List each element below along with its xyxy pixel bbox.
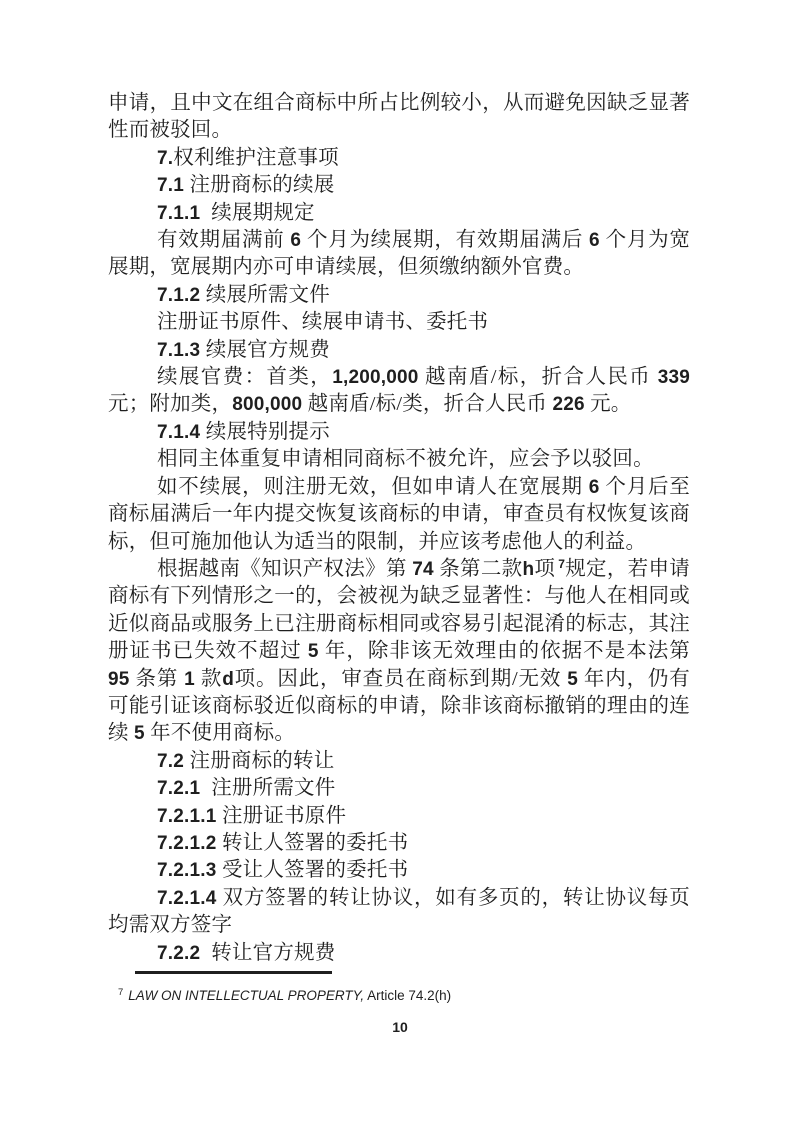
- text-segment-cjk: 越南盾/标，折合人民币: [418, 366, 658, 389]
- text-segment-cjk: 相同主体重复申请相同商标不被允许，应会予以驳回。: [157, 448, 654, 471]
- text-segment-cjk: 注册证书原件: [221, 804, 347, 827]
- paragraph: [108, 419, 690, 446]
- text-segment-num: 7.2.1.1: [157, 805, 222, 827]
- text-segment-cjk: 项。因此，审查员在商标到期/无效: [234, 667, 568, 690]
- text-segment-num: 1,200,000: [332, 367, 419, 389]
- text-segment-num: 7.1.1: [157, 202, 212, 224]
- text-segment-cjk: 项: [534, 557, 556, 580]
- text-segment-num: 800,000: [232, 394, 303, 416]
- text-segment-num: 6: [588, 476, 600, 498]
- text-segment-cjk: 条第二款: [433, 557, 523, 580]
- text-segment-num: 339: [657, 367, 690, 389]
- text-segment-cjk: 权利维护注意事项: [173, 146, 339, 169]
- text-segment-num: 226: [552, 394, 585, 416]
- paragraph: [108, 474, 690, 556]
- text-segment-num: 7.2.1.3: [157, 860, 222, 882]
- paragraph: [108, 748, 690, 775]
- text-segment-cjk: 年不使用商标。: [144, 722, 296, 745]
- text-segment-sup: 7: [558, 556, 566, 571]
- text-segment-cjk: 个月为宽展期，宽展期内亦可申请续展，但须缴纳额外官费。: [108, 229, 691, 279]
- paragraph: [108, 227, 690, 282]
- text-segment-cjk: 根据越南《知识产权法》第: [157, 557, 413, 580]
- text-segment-cjk: 受让人签署的委托书: [221, 859, 409, 882]
- footnote-area: [118, 971, 678, 1006]
- paragraph: [108, 172, 690, 199]
- text-segment-cjk: 注册商标的续展: [189, 174, 335, 197]
- text-segment-num: 7.1.3: [157, 339, 206, 361]
- text-segment-num: 6: [588, 230, 600, 252]
- paragraph: [108, 775, 690, 802]
- footnote-separator-line: [135, 971, 332, 974]
- text-segment-cjk: 双方签署的转让协议，如有多页的，转让协议每页均需双方签字: [108, 886, 690, 937]
- paragraph: [108, 446, 690, 473]
- text-segment-cjk: 续展期规定: [211, 201, 315, 224]
- text-segment-num: 7.2.1: [157, 778, 212, 800]
- text-segment-cjk: 申请，且中文在组合商标中所占比例较小，从而避免因缺乏显著性而被驳回。: [108, 92, 690, 142]
- text-segment-num: 7.2: [157, 750, 190, 772]
- text-segment-num: 7.1.2: [157, 284, 206, 306]
- footnote-article-ref: Article 74.2(h): [364, 988, 452, 1003]
- text-segment-cjk: 续展特别提示: [205, 420, 330, 443]
- text-segment-cjk: 款: [194, 667, 223, 690]
- text-segment-cjk: 越南盾/标/类，折合人民币: [302, 393, 553, 416]
- paragraph: [108, 556, 690, 748]
- paragraph: [108, 803, 690, 830]
- text-segment-num: 1: [184, 668, 195, 690]
- text-segment-cjk: 年，除非该无效理由的依据不是本法第: [318, 640, 690, 663]
- text-segment-cjk: 注册证书原件、续展申请书、委托书: [157, 311, 489, 334]
- text-segment-cjk: 元；附加类，: [108, 393, 233, 416]
- text-segment-num: 74: [412, 558, 434, 580]
- text-segment-cjk: 注册所需文件: [211, 777, 336, 800]
- text-segment-num: 95: [108, 668, 130, 690]
- text-segment-num: 5: [134, 723, 145, 745]
- paragraph: [108, 830, 690, 857]
- text-segment-cjk: 转让官方规费: [211, 941, 336, 964]
- text-segment-cjk: 续展官费：首类，: [157, 366, 333, 389]
- text-segment-cjk: 续展所需文件: [205, 283, 330, 306]
- text-segment-cjk: 转让人签署的委托书: [221, 831, 409, 854]
- text-segment-cjk: 年内，仍有可能引证该商标驳近似商标的申请，除非该商标撤销的理由的连续: [108, 667, 690, 745]
- paragraph: [108, 145, 690, 172]
- text-segment-num: 7.1: [157, 175, 190, 197]
- text-segment-num: 5: [567, 668, 578, 690]
- text-segment-num: 7.2.2: [157, 942, 212, 964]
- text-segment-cjk: 个月后至商标届满后一年内提交恢复该商标的申请，审查员有权恢复该商标，但可施加他认为适当的限制，并应该考虑他人的利益。: [108, 475, 691, 553]
- text-segment-num: 7.2.1.2: [157, 832, 222, 854]
- footnote-marker: 7: [118, 987, 124, 998]
- paragraph: [108, 309, 690, 336]
- paragraph: [108, 282, 690, 309]
- paragraph: [108, 940, 690, 967]
- text-segment-cjk: 规定，若申请商标有下列情形之一的，会被视为缺乏显著性：与他人在相同或近似商品或服务上已注册商标相同或容易引起混淆的标志，其注册证书已失效不超过: [108, 557, 691, 663]
- footnote: [118, 988, 678, 1006]
- text-segment-num: 7.1.4: [157, 421, 206, 443]
- text-segment-cjk: 元。: [584, 393, 632, 416]
- text-segment-num: 7.2.1.4: [157, 887, 223, 909]
- text-segment-num: 7.: [157, 147, 174, 169]
- text-segment-num: 5: [307, 641, 319, 663]
- text-segment-cjk: 注册商标的转让: [189, 749, 335, 772]
- paragraph: [108, 857, 690, 884]
- text-segment-cjk: 有效期届满前: [157, 229, 291, 252]
- text-segment-cjk: 如不续展，则注册无效，但如申请人在宽展期: [157, 475, 589, 498]
- footnote-source-title: LAW ON INTELLECTUAL PROPERTY,: [128, 988, 365, 1003]
- text-segment-cjk: 个月为续展期，有效期届满后: [301, 229, 589, 252]
- text-segment-num: d: [222, 668, 235, 690]
- paragraph: [108, 885, 690, 940]
- page-number: 10: [392, 1019, 408, 1035]
- paragraph: [108, 90, 690, 145]
- text-segment-cjk: 续展官方规费: [205, 338, 330, 361]
- text-segment-num: 6: [290, 230, 302, 252]
- document-body: [108, 90, 690, 967]
- paragraph: [108, 200, 690, 227]
- text-segment-cjk: 条第: [129, 667, 185, 690]
- paragraph: [108, 337, 690, 364]
- paragraph: [108, 364, 690, 419]
- text-segment-num: h: [522, 558, 535, 580]
